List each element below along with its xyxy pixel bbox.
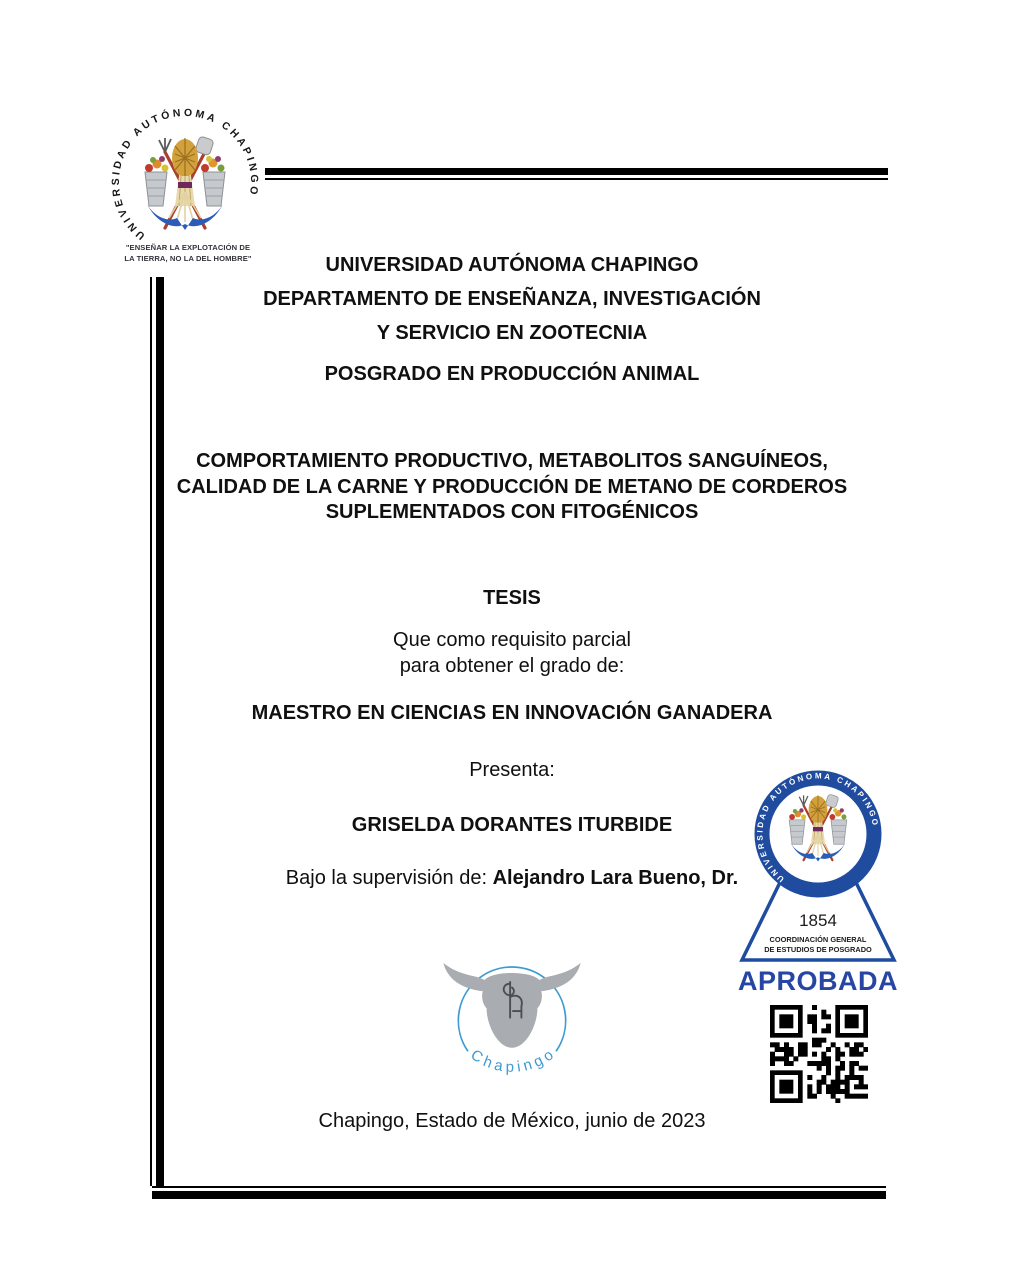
top-rule-thick bbox=[265, 168, 888, 175]
degree-name: MAESTRO EN CIENCIAS EN INNOVACIÓN GANADERA bbox=[251, 702, 773, 724]
supervisor-name: Alejandro Lara Bueno, Dr. bbox=[492, 867, 739, 889]
thesis-title-line3: SUPLEMENTADOS CON FITOGÉNICOS bbox=[325, 501, 699, 523]
author-name: GRISELDA DORANTES ITURBIDE bbox=[351, 814, 673, 836]
thesis-title-line1: COMPORTAMIENTO PRODUCTIVO, METABOLITOS SANGUÍNEOS, bbox=[196, 450, 828, 472]
university-motto: "ENSEÑAR LA EXPLOTACIÓN DE LA TIERRA, NO LA DEL HOMBRE" bbox=[124, 243, 252, 263]
top-rule-thin bbox=[265, 178, 888, 180]
left-rule-thin bbox=[150, 277, 152, 1186]
bottom-rule-thin bbox=[152, 1186, 886, 1188]
seal-dept-line1: COORDINACIÓN GENERAL bbox=[769, 935, 867, 944]
department-line2: Y SERVICIO EN ZOOTECNIA bbox=[376, 322, 648, 344]
university-logo-icon bbox=[100, 104, 270, 254]
seal-dept-line2: DE ESTUDIOS DE POSGRADO bbox=[764, 945, 872, 954]
department-line1: DEPARTAMENTO DE ENSEÑANZA, INVESTIGACIÓN bbox=[263, 288, 761, 310]
thesis-title-line2: CALIDAD DE LA CARNE Y PRODUCCIÓN DE METANO DE CORDEROS bbox=[176, 476, 848, 498]
svg-text:Chapingo: Chapingo bbox=[467, 1044, 560, 1076]
requirement-line2: para obtener el grado de: bbox=[399, 655, 625, 677]
seal-year: 1854 bbox=[799, 911, 837, 930]
bottom-rule-thick bbox=[152, 1191, 886, 1199]
presenta-label: Presenta: bbox=[469, 759, 555, 781]
aprobada-status: APROBADA bbox=[738, 966, 899, 996]
place-date-line: Chapingo, Estado de México, junio de 2023 bbox=[318, 1110, 706, 1132]
qr-code bbox=[770, 1005, 868, 1108]
supervision-label: Bajo la supervisión de: bbox=[285, 867, 493, 889]
left-rule-thick bbox=[156, 277, 164, 1186]
program-name: POSGRADO EN PRODUCCIÓN ANIMAL bbox=[324, 363, 700, 385]
posgrado-seal-icon bbox=[738, 770, 898, 966]
svg-text:UNIVERSIDAD AUTÓNOMA CHAPINGO: UNIVERSIDAD AUTÓNOMA CHAPINGO bbox=[755, 771, 881, 884]
svg-text:UNIVERSIDAD AUTÓNOMA CHAPINGO: UNIVERSIDAD AUTÓNOMA CHAPINGO bbox=[109, 106, 261, 242]
university-name: UNIVERSIDAD AUTÓNOMA CHAPINGO bbox=[325, 254, 699, 276]
chapingo-bull-logo-icon bbox=[432, 932, 592, 1092]
requirement-line1: Que como requisito parcial bbox=[393, 629, 631, 651]
tesis-label: TESIS bbox=[483, 587, 541, 609]
